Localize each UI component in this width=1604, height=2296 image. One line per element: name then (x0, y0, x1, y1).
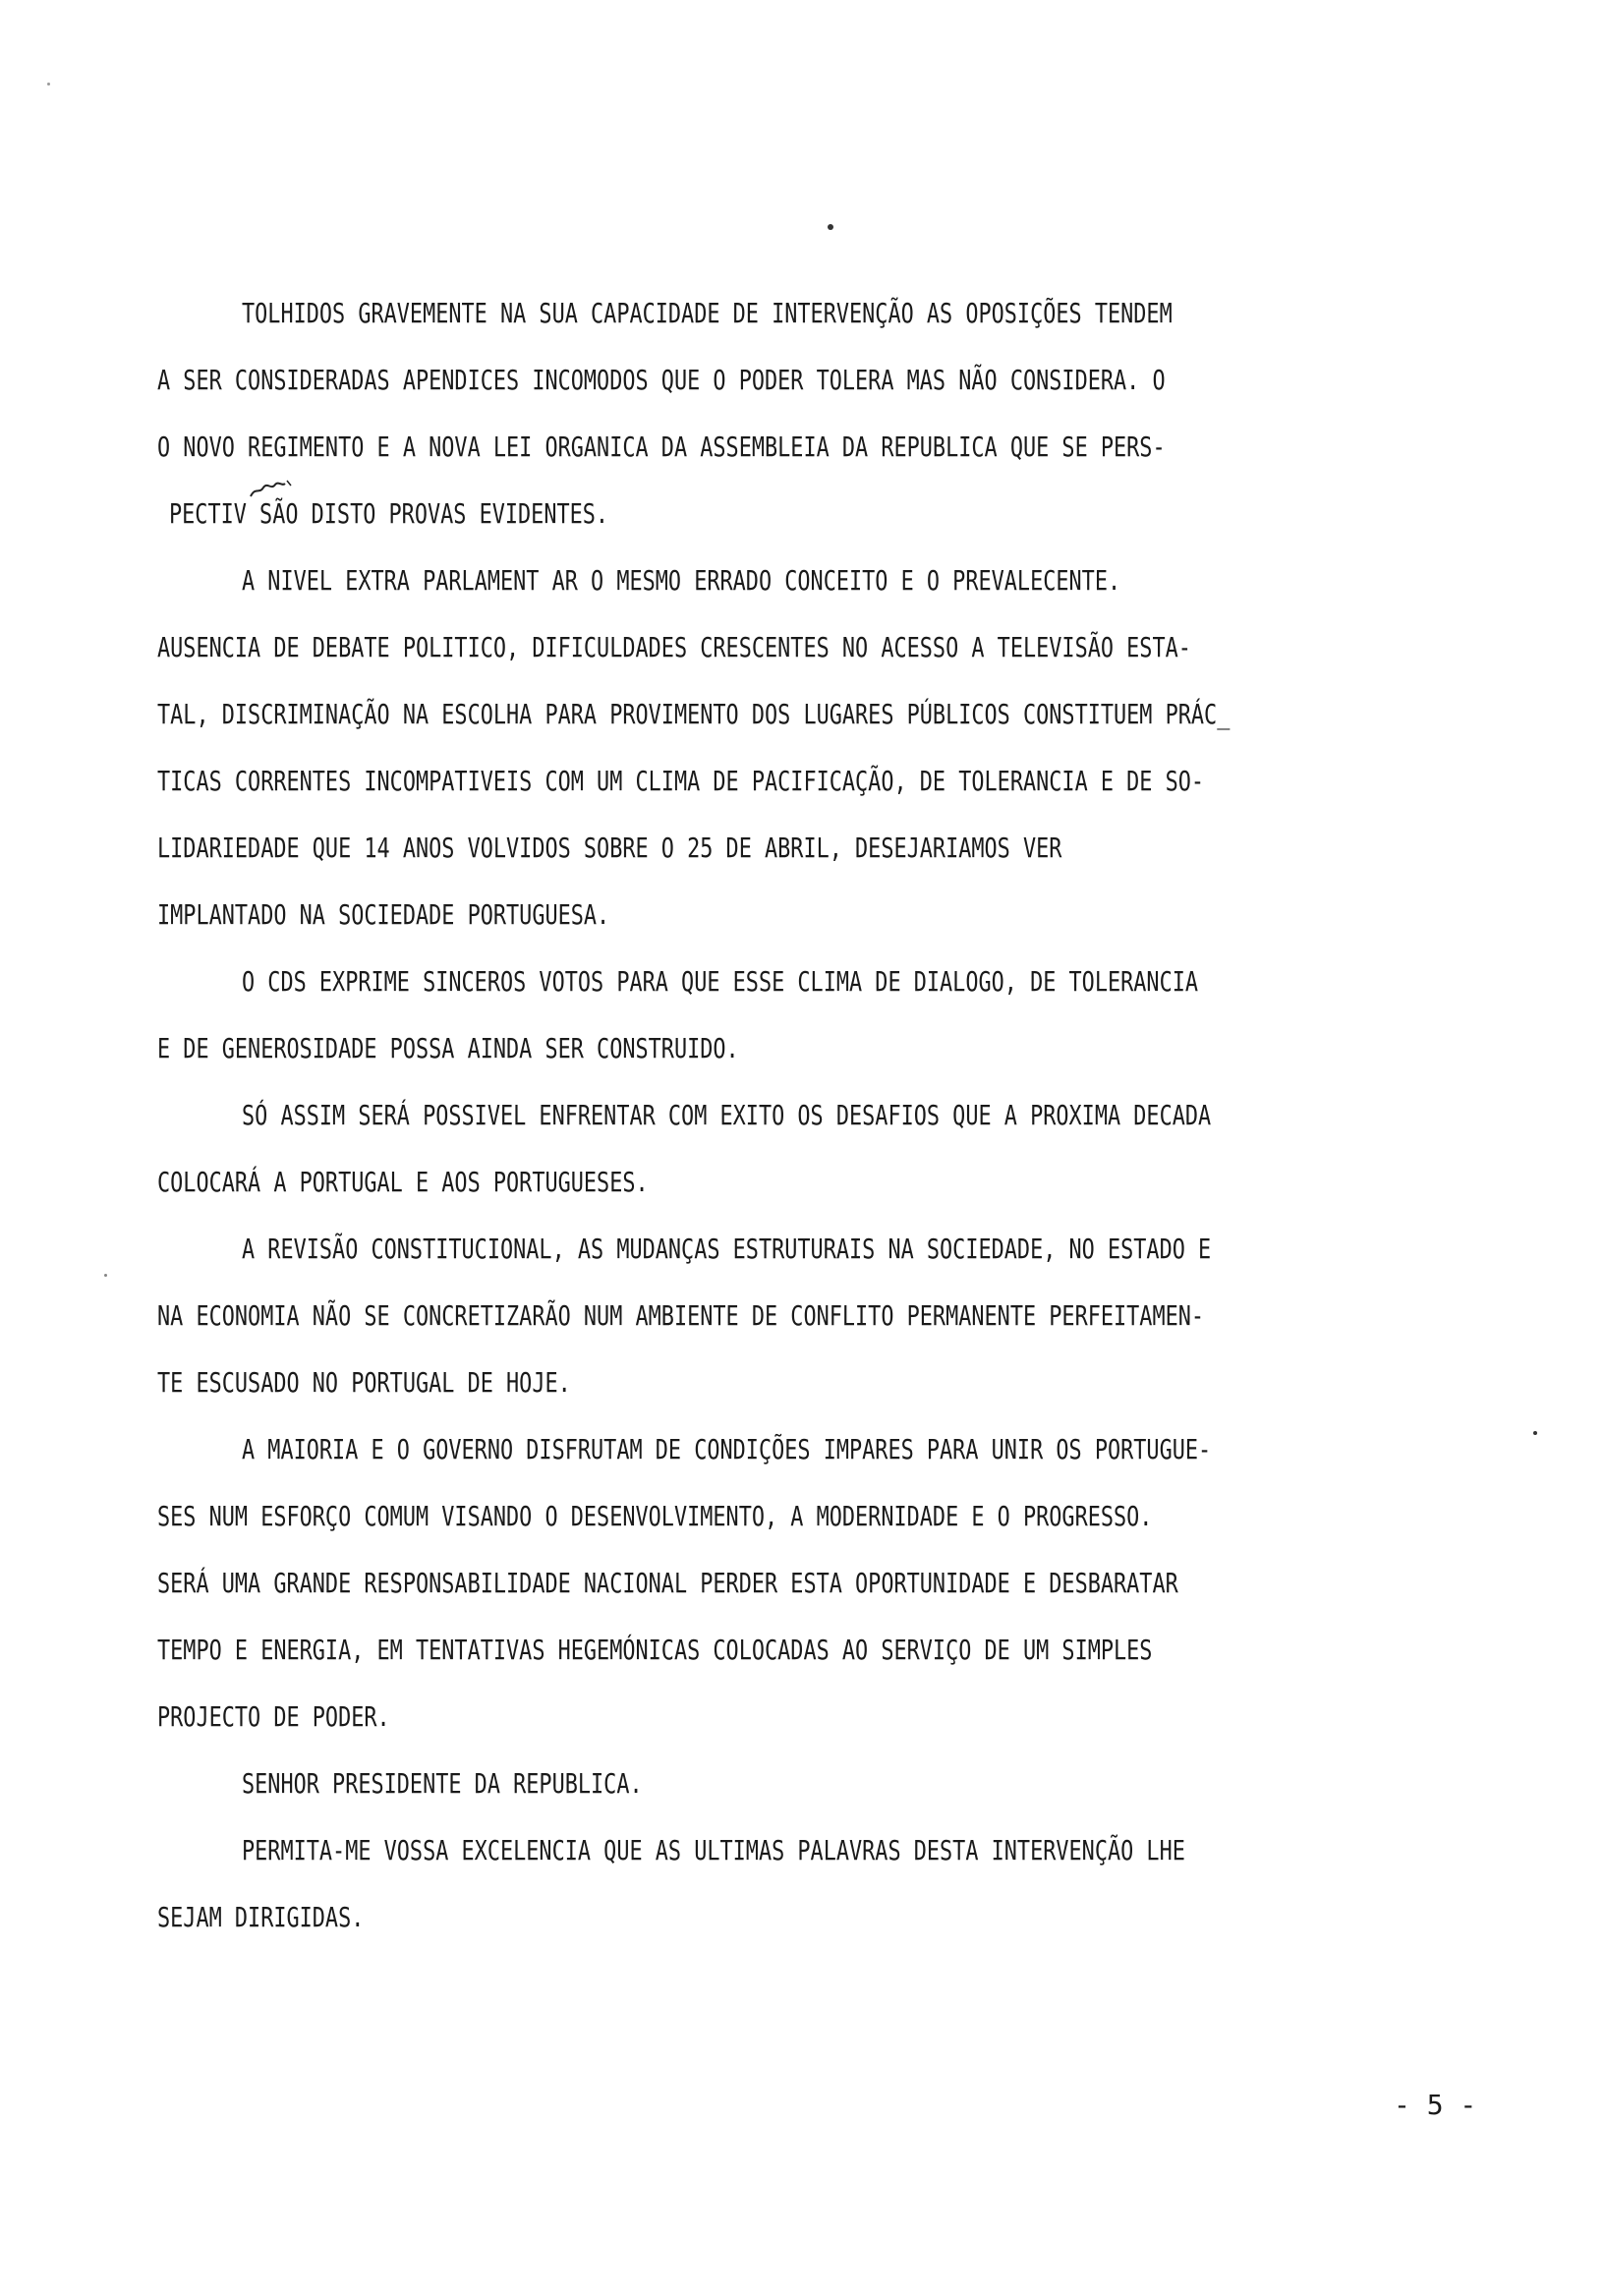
text-line: COLOCARÁ A PORTUGAL E AOS PORTUGUESES. (157, 1166, 649, 1198)
text-line: SERÁ UMA GRANDE RESPONSABILIDADE NACIONAL PERDER ESTA OPORTUNIDADE E DESBARATAR (157, 1567, 1178, 1599)
text-line: TICAS CORRENTES INCOMPATIVEIS COM UM CLIMA DE PACIFICAÇÃO, DE TOLERANCIA E DE SO- (157, 765, 1205, 797)
text-line: TOLHIDOS GRAVEMENTE NA SUA CAPACIDADE DE INTERVENÇÃO AS OPOSIÇÕES TENDEM (242, 297, 1173, 329)
text-line: A NIVEL EXTRA PARLAMENT AR O MESMO ERRADO CONCEITO E O PREVALECENTE. (242, 564, 1121, 597)
handwritten-correction-mark (248, 479, 293, 500)
text-line: PROJECTO DE PODER. (157, 1700, 390, 1733)
text-line: IMPLANTADO NA SOCIEDADE PORTUGUESA. (157, 898, 610, 931)
text-line: PERMITA-ME VOSSA EXCELENCIA QUE AS ULTIMAS PALAVRAS DESTA INTERVENÇÃO LHE (242, 1834, 1185, 1866)
text-line: LIDARIEDADE QUE 14 ANOS VOLVIDOS SOBRE O 25 DE ABRIL, DESEJARIAMOS VER (157, 832, 1062, 864)
text-line: NA ECONOMIA NÃO SE CONCRETIZARÃO NUM AMBIENTE DE CONFLITO PERMANENTE PERFEITAMEN- (157, 1299, 1205, 1332)
page-number: - 5 - (1394, 2089, 1477, 2121)
text-line: O CDS EXPRIME SINCEROS VOTOS PARA QUE ESSE CLIMA DE DIALOGO, DE TOLERANCIA (242, 965, 1199, 998)
text-line: E DE GENEROSIDADE POSSA AINDA SER CONSTRUIDO. (157, 1032, 739, 1064)
scan-speck (47, 83, 50, 86)
text-line: A SER CONSIDERADAS APENDICES INCOMODOS QUE O PODER TOLERA MAS NÃO CONSIDERA. O (157, 364, 1166, 396)
text-line: O NOVO REGIMENTO E A NOVA LEI ORGANICA DA ASSEMBLEIA DA REPUBLICA QUE SE PERS- (157, 430, 1166, 463)
text-line: A REVISÃO CONSTITUCIONAL, AS MUDANÇAS ESTRUTURAIS NA SOCIEDADE, NO ESTADO E (242, 1233, 1212, 1265)
scan-speck (104, 1274, 107, 1277)
text-line: SÓ ASSIM SERÁ POSSIVEL ENFRENTAR COM EXITO OS DESAFIOS QUE A PROXIMA DECADA (242, 1099, 1212, 1131)
text-line: TE ESCUSADO NO PORTUGAL DE HOJE. (157, 1366, 571, 1399)
text-line: SENHOR PRESIDENTE DA REPUBLICA. (242, 1767, 643, 1800)
text-line: TAL, DISCRIMINAÇÃO NA ESCOLHA PARA PROVIMENTO DOS LUGARES PÚBLICOS CONSTITUEM PRÁC_ (157, 698, 1231, 730)
text-line: SES NUM ESFORÇO COMUM VISANDO O DESENVOLVIMENTO, A MODERNIDADE E O PROGRESSO. (157, 1500, 1153, 1532)
scan-speck (1533, 1431, 1537, 1435)
text-line: AUSENCIA DE DEBATE POLITICO, DIFICULDADES CRESCENTES NO ACESSO A TELEVISÃO ESTA- (157, 631, 1191, 663)
text-line: SEJAM DIRIGIDAS. (157, 1901, 365, 1933)
text-line: A MAIORIA E O GOVERNO DISFRUTAM DE CONDIÇÕES IMPARES PARA UNIR OS PORTUGUE- (242, 1433, 1212, 1465)
text-line: PECTIV SÃO DISTO PROVAS EVIDENTES. (169, 497, 609, 530)
text-line: TEMPO E ENERGIA, EM TENTATIVAS HEGEMÓNICAS COLOCADAS AO SERVIÇO DE UM SIMPLES (157, 1634, 1153, 1666)
scan-speck (828, 224, 833, 230)
